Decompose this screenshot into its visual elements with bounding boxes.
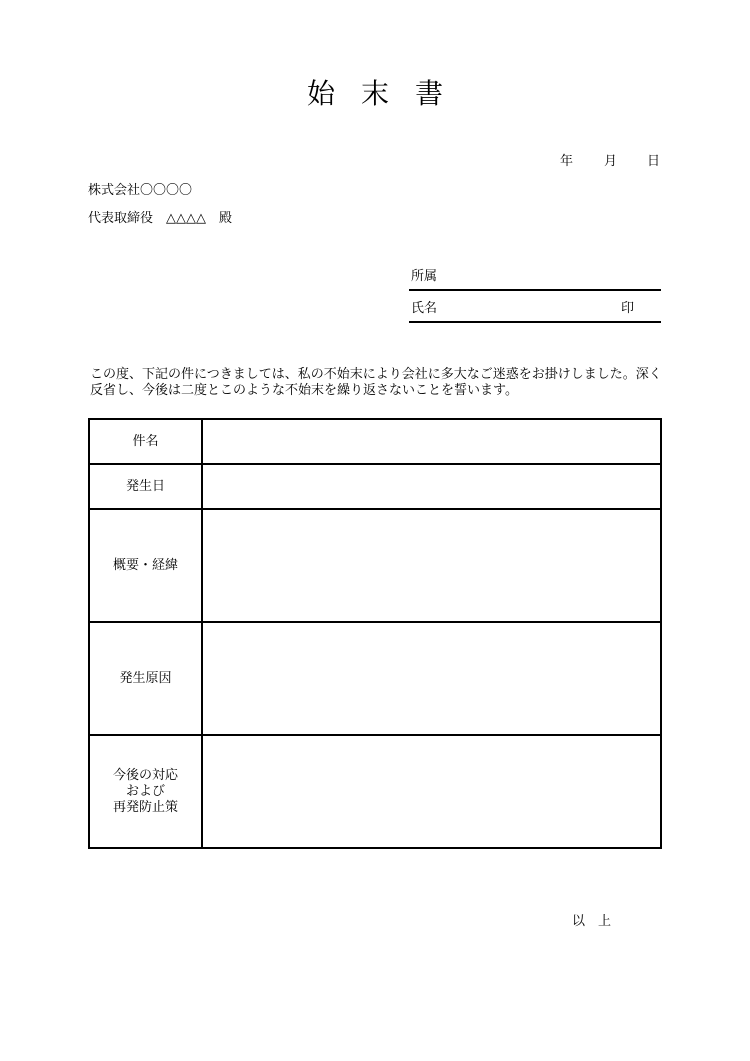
name-label: 氏名 bbox=[411, 301, 438, 316]
seal-label: 印 bbox=[621, 301, 635, 316]
countermeasures-label-line-3: 再発防止策 bbox=[112, 799, 178, 815]
closing-text: 以 上 bbox=[572, 914, 612, 929]
row-value-countermeasures bbox=[202, 735, 661, 848]
countermeasures-label-line-1: 今後の対応 bbox=[112, 767, 178, 783]
row-value-subject bbox=[202, 419, 661, 464]
table-row bbox=[89, 464, 661, 509]
date-year-label: 年 bbox=[560, 154, 574, 169]
apology-statement: この度、下記の件につきましては、私の不始末により会社に多大なご迷惑をお掛けしました。深く反省し、今後は二度とこのような不始末を繰り返さないことを誓います。 bbox=[90, 367, 662, 398]
countermeasures-label-line-2: および bbox=[125, 783, 165, 799]
date-day-label: 日 bbox=[647, 154, 661, 169]
department-label: 所属 bbox=[411, 269, 438, 284]
row-label-date: 発生日 bbox=[89, 464, 202, 509]
date-month-label: 月 bbox=[604, 154, 618, 169]
row-value-summary bbox=[202, 509, 661, 622]
document-title: 始末書 bbox=[306, 77, 469, 110]
incident-table bbox=[88, 418, 662, 849]
row-value-cause bbox=[202, 622, 661, 735]
table-row bbox=[89, 419, 661, 464]
recipient-company: 株式会社〇〇〇〇 bbox=[88, 183, 193, 198]
table-row bbox=[89, 622, 661, 735]
name-line bbox=[409, 293, 661, 323]
row-label-countermeasures bbox=[89, 735, 202, 848]
recipient-representative: 代表取締役 △△△△ 殿 bbox=[88, 211, 232, 226]
row-value-date bbox=[202, 464, 661, 509]
row-label-subject: 件名 bbox=[89, 419, 202, 464]
row-label-cause: 発生原因 bbox=[89, 622, 202, 735]
row-label-summary: 概要・経緯 bbox=[89, 509, 202, 622]
table-row bbox=[89, 735, 661, 848]
table-row bbox=[89, 509, 661, 622]
department-line bbox=[409, 261, 661, 291]
